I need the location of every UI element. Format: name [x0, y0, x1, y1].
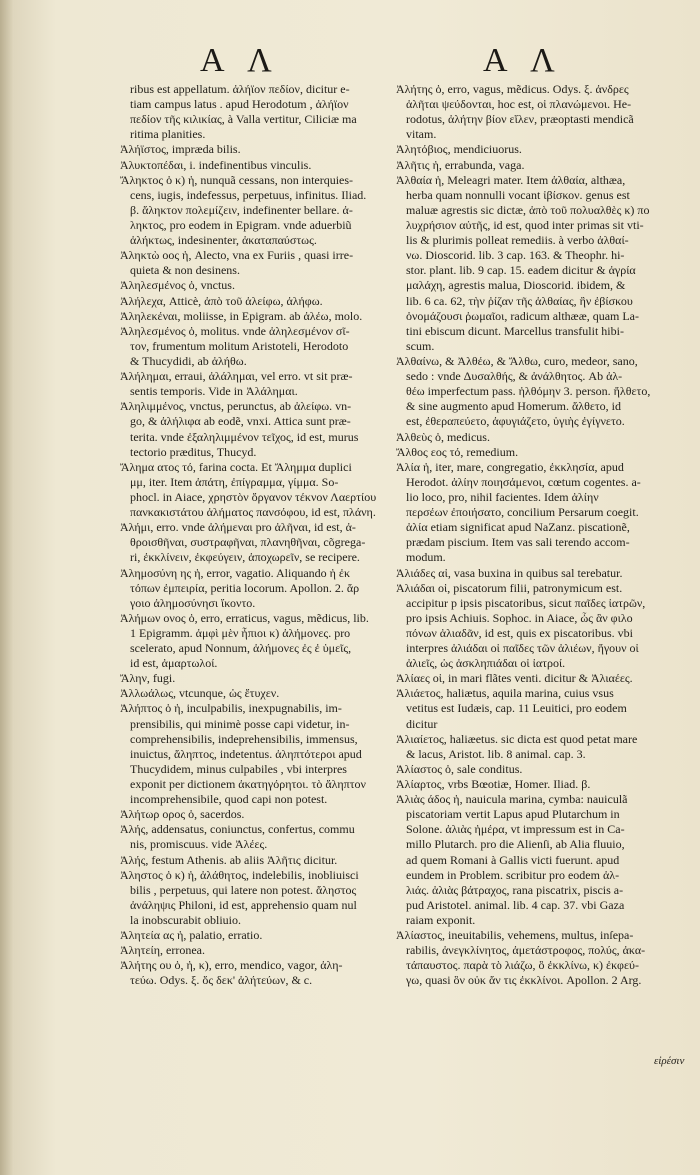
- entry-headword-line: Ἀλήμων ονος ὁ, erro, erraticus, vagus, mẽdicus, lib.: [120, 610, 369, 625]
- entry-continuation-line: lis & plurimis polleat remediis. à verbo ἀλθαί-: [406, 233, 629, 248]
- entry-continuation-line: la inobscurabit obliuio.: [130, 913, 241, 928]
- entry-continuation-line: piscatoriam vertit Lapus apud Plutarchum in: [406, 807, 620, 822]
- entry-continuation-line: vetitus est Iudæis, cap. 11 Leuitici, pro eodem: [406, 701, 627, 716]
- entry-continuation-line: ὀνομάζουσι ῥωμαῖοι, radicum althææ, quam La-: [406, 308, 640, 323]
- entry-headword-line: Ἀληλεσμένος ὁ, molitus. vnde ἀληλεσμένον σῖ-: [120, 323, 350, 338]
- entry-continuation-line: id est, ἁμαρτωλοί.: [130, 656, 218, 671]
- entry-headword-line: Ἁλιάδες αἱ, vasa buxina in quibus sal terebatur.: [396, 565, 623, 580]
- entry-headword-line: Ἀληκτὼ οος ἡ, Alecto, vna ex Furiis , quasi irre-: [120, 248, 354, 263]
- entry-continuation-line: inuictus, ἄληπτος, indetentus. ἀληπτότεροι apud: [130, 746, 362, 761]
- entry-continuation-line: terita. vnde ἐξαληλιμμένον τεῖχος, id est, murus: [130, 429, 359, 444]
- entry-headword-line: Ἁλιάετος, haliætus, aquila marina, cuius vsus: [396, 686, 614, 701]
- entry-continuation-line: πόνων ἁλιαδᾶν, id est, quis ex piscatoribus. vbi: [406, 625, 633, 640]
- entry-continuation-line: stor. plant. lib. 9 cap. 15. eadem dicitur & ἀγρία: [406, 263, 636, 278]
- entry-headword-line: Ἁλιαίετος, haliæetus. sic dicta est quod petat mare: [396, 731, 638, 746]
- entry-headword-line: Ἀλίαες οἱ, in mari flãtes venti. dicitur & Ἀλιαέες.: [396, 671, 633, 686]
- entry-headword-line: Ἀλήλεχα, Atticè, ἀπὸ τοῦ ἀλείφω, ἀλήφω.: [120, 293, 323, 308]
- entry-continuation-line: & Thucydidi, ab ἀλήθω.: [130, 353, 247, 368]
- entry-continuation-line: ἀλήκτως, indesinenter, ἀκαταπαύστως.: [130, 233, 317, 248]
- entry-continuation-line: lib. 6 ca. 62, τὴν ῥίζαν τῆς ἀλθαίας, ἣν ἐβίσκου: [406, 293, 633, 308]
- entry-continuation-line: est, ἐθεραπεύετο, ἀφυγιάζετο, ὑγιὴς ἐγίγνετο.: [406, 414, 625, 429]
- entry-headword-line: Ἀλήμι, erro. vnde ἀλήμεναι pro ἀλῆναι, id est, ἀ-: [120, 520, 356, 535]
- entry-continuation-line: τον, frumentum molitum Aristoteli, Herodoto: [130, 338, 349, 353]
- entry-continuation-line: go, & ἀλήλιφα ab eodẽ, vnxi. Attica sunt præ-: [130, 414, 351, 429]
- entry-continuation-line: rabilis, ἀνεγκλίνητος, ἀμετάστροφος, πολύς, ἀκα-: [406, 943, 646, 958]
- entry-headword-line: Ἄλην, fugi.: [120, 671, 176, 686]
- entry-continuation-line: interpres ἁλιάδαι οἱ παῖδες τῶν ἁλιέων, ἤγουν οἱ: [406, 641, 639, 656]
- right-column-header: A Λ: [483, 42, 563, 79]
- entry-headword-line: Ἀλίαστος, ineuitabilis, vehemens, multus, inſepa-: [396, 928, 634, 943]
- entry-continuation-line: incomprehensibile, quod capi non potest.: [130, 792, 328, 807]
- entry-continuation-line: περσέων ἐποιήσατο, concilium Persarum coegit.: [406, 505, 639, 520]
- entry-headword-line: Ἀληλεσμένος ὁ, vnctus.: [120, 278, 235, 293]
- entry-continuation-line: bilis , perpetuus, qui latere non potest. ἄληστος: [130, 882, 357, 897]
- entry-continuation-line: ribus est appellatum. ἀλήϊον πεδίον, dicitur e-: [130, 82, 350, 96]
- entry-continuation-line: μαλάχη, agrestis malua, Dioscorid. ibidem, &: [406, 278, 626, 293]
- left-column-header: A Λ: [200, 42, 280, 79]
- entry-continuation-line: tini ebiscum dicunt. Marcellus transfulit hibi-: [406, 323, 624, 338]
- entry-continuation-line: Thucydidem, minus culpabiles , vbi interpres: [130, 761, 347, 776]
- entry-continuation-line: πεδίον τῆς κιλικίας, à Valla vertitur, Ciliciæ ma: [130, 112, 357, 127]
- entry-continuation-line: τεύω. Odys. ξ. ὅς δεκ' ἀλήτεύων, & c.: [130, 973, 313, 988]
- entry-continuation-line: modum.: [406, 550, 446, 565]
- entry-headword-line: Ἀλθαία ἡ, Meleagri mater. Item ἀλθαία, althæa,: [396, 172, 626, 187]
- entry-continuation-line: γοιο ἀλημοσύνησι ἵκοντο.: [130, 595, 256, 610]
- entry-continuation-line: eundem in Problem. scribitur pro eodem ἀλ-: [406, 867, 620, 882]
- right-column: [396, 82, 690, 989]
- page-binding-edge: [0, 0, 14, 1175]
- entry-headword-line: Ἀλητείη, erronea.: [120, 943, 205, 958]
- entry-headword-line: Ἀλυκτοπέδαι, i. indefinentibus vinculis.: [120, 157, 312, 172]
- entry-headword-line: Ἁλίαστος ὁ, sale conditus.: [396, 761, 523, 776]
- entry-headword-line: Ἄληκτος ὁ κ) ἡ, nunquã cessans, non interquies-: [120, 172, 354, 187]
- entry-headword-line: Ἀλήτης ου ὁ, ἡ, κ), erro, mendico, vagor, ἀλη-: [120, 958, 343, 973]
- entry-continuation-line: β. ἄληκτον πολεμίζειν, indefinenter bellare. ἀ-: [130, 202, 353, 217]
- entry-headword-line: Ἀλητόβιος, mendiciuorus.: [396, 142, 522, 157]
- entry-continuation-line: prædam piscium. Item vas sali terendo accom-: [406, 535, 630, 550]
- entry-continuation-line: raiam exponit.: [406, 913, 476, 928]
- entry-continuation-line: τόπων ἐμπειρία, peritia locorum. Apollon. 2. ἄρ: [130, 580, 360, 595]
- entry-headword-line: Ἀλήλημαι, erraui, ἀλάλημαι, vel erro. vt sit præ-: [120, 369, 353, 384]
- entry-headword-line: Ἄλθος εος τό, remedium.: [396, 444, 519, 459]
- entry-continuation-line: vitam.: [406, 127, 437, 142]
- entry-continuation-line: scum.: [406, 338, 435, 353]
- entry-continuation-line: ἀλῆται ψεύδονται, hoc est, οἱ πλανώμενοι. He-: [406, 97, 632, 112]
- entry-continuation-line: Herodot. ἁλίην ποιησάμενοι, cœtum cogentes. a-: [406, 474, 641, 489]
- entry-headword-line: Ἀληστος ὁ κ) ἡ, ἀλάθητος, indelebilis, inobliuisci: [120, 867, 359, 882]
- entry-continuation-line: comprehensibilis, indeprehensibilis, immensus,: [130, 731, 358, 746]
- entry-headword-line: Ἄλημα ατος τό, farina cocta. Et Ἄλημμα duplici: [120, 459, 352, 474]
- entry-continuation-line: ad quem Romani à Gallis victi fuerunt. apud: [406, 852, 620, 867]
- entry-continuation-line: phocl. in Aiace, χρηστὸν ὄργανον τέκνον Λαερτίου: [130, 489, 377, 504]
- entry-continuation-line: ἀνάληψις Philoni, id est, apprehensio quam nul: [130, 897, 357, 912]
- entry-headword-line: Ἀληλεκέναι, moliisse, in Epigram. ab ἀλέω, molo.: [120, 308, 363, 323]
- entry-headword-line: Ἀλήπτος ὁ ἡ, inculpabilis, inexpugnabilis, im-: [120, 701, 342, 716]
- entry-continuation-line: cens, iugis, indefessus, perpetuus, infinitus. Iliad.: [130, 187, 367, 202]
- entry-headword-line: Ἀληλιμμένος, vnctus, perunctus, ab ἀλείφω. vn-: [120, 399, 352, 414]
- entry-continuation-line: μμ, iter. Item ἀπάτη, ἐπίγραμμα, γίμμα. So-: [130, 474, 339, 489]
- entry-continuation-line: λυχρήσιον αὐτῆς, id est, quod inter primas sit vti-: [406, 217, 644, 232]
- entry-headword-line: Ἁλιὰς άδος ἡ, nauicula marina, cymba: nauiculã: [396, 792, 628, 807]
- entry-continuation-line: pud Aristotel. animal. lib. 4 cap. 37. vbi Gaza: [406, 897, 625, 912]
- entry-headword-line: Ἀλῆτις ἡ, errabunda, vaga.: [396, 157, 525, 172]
- entry-continuation-line: ritima planities.: [130, 127, 206, 142]
- entry-continuation-line: τάπαυστος. παρὰ τὸ λιάζω, ὃ ἐκκλίνω, κ) ἐκφεύ-: [406, 958, 639, 973]
- entry-continuation-line: scelerato, apud Nonnum, ἀλήμονες ἐς ἐ ὑμεῖς,: [130, 641, 352, 656]
- entry-headword-line: Ἀλημοσύνη ης ἡ, error, vagatio. Aliquando ἡ ἐκ: [120, 565, 351, 580]
- entry-headword-line: Ἀλής, festum Athenis. ab aliis Ἀλῆτις dicitur.: [120, 852, 338, 867]
- entry-headword-line: Ἀλθαίνω, & Ἀλθέω, & Ἄλθω, curo, medeor, sano,: [396, 353, 638, 368]
- entry-headword-line: Ἀλήϊστος, impræda bilis.: [120, 142, 241, 157]
- entry-headword-line: Ἀλής, addensatus, coniunctus, confertus, commu: [120, 822, 355, 837]
- entry-headword-line: Ἀλθεὺς ὁ, medicus.: [396, 429, 490, 444]
- entry-continuation-line: πανκακιστάτου ἀλήματος πανσόφου, id est, πλάνη.: [130, 505, 376, 520]
- entry-continuation-line: ἁλία etiam significat apud NaZanz. piscationẽ,: [406, 520, 630, 535]
- entry-continuation-line: Solone. ἁλιὰς ἡμέρα, vt impressum est in Ca-: [406, 822, 625, 837]
- entry-headword-line: Ἀλήτωρ ορος ὁ, sacerdos.: [120, 807, 245, 822]
- entry-continuation-line: & lacus, Aristot. lib. 8 animal. cap. 3.: [406, 746, 586, 761]
- entry-continuation-line: sedo : vnde Δυσαλθής, & ἀνάλθητος. Ab ἀλ-: [406, 369, 623, 384]
- entry-continuation-line: lio loco, pro, nihil facientes. Idem ἁλίην: [406, 489, 599, 504]
- entry-continuation-line: ἁλιεῖς, ὡς ἀσκληπιάδαι οἱ ἰατροί.: [406, 656, 566, 671]
- entry-continuation-line: dicitur: [406, 716, 438, 731]
- entry-continuation-line: θροισθῆναι, συστραφῆναι, πλανηθῆναι, cõgrega-: [130, 535, 366, 550]
- entry-continuation-line: λιάς. ἁλιὰς βάτραχος, rana piscatrix, piscis a-: [406, 882, 624, 897]
- entry-continuation-line: nis, promiscuus. vide Ἀλέες.: [130, 837, 268, 852]
- entry-continuation-line: 1 Epigramm. ἀμφὶ μὲν ἦπιοι κ) ἀλήμονες. pro: [130, 625, 351, 640]
- entry-headword-line: Ἁλία ἡ, iter, mare, congregatio, ἐκκλησία, apud: [396, 459, 624, 474]
- entry-continuation-line: millo Plutarch. pro die Alienſi, ab Alia fluuio,: [406, 837, 625, 852]
- entry-continuation-line: sentis temporis. Vide in Ἀλάλημαι.: [130, 384, 298, 399]
- entry-continuation-line: maluæ agrestis sic dictæ, ἀπὸ τοῦ πολυαλθὲς κ) πο: [406, 202, 650, 217]
- entry-continuation-line: pro ipsis Achiuis. Sophoc. in Aiace, ὦς ἂν φιλο: [406, 610, 633, 625]
- entry-continuation-line: herba quam nonnulli vocant ἰβίσκον. genus est: [406, 187, 630, 202]
- entry-continuation-line: ληκτος, pro eodem in Epigram. vnde aduerbiũ: [130, 217, 352, 232]
- entry-continuation-line: tectorio præditus, Thucyd.: [130, 444, 257, 459]
- entry-continuation-line: ri, ἐκκλίνειν, ἐκφεύγειν, ἀποχωρεῖν, se recipere.: [130, 550, 360, 565]
- entry-continuation-line: γω, quasi ὃν οὐκ ἄν τις ἐκκλίνοι. Apollon. 2 Arg.: [406, 973, 642, 988]
- entry-continuation-line: νω. Dioscorid. lib. 3 cap. 163. & Theophr. hi-: [406, 248, 625, 263]
- entry-continuation-line: θέω imperfectum pass. ἠλθόμην 3. person. ἤλθετο,: [406, 384, 651, 399]
- entry-continuation-line: rodotus, ἀλήτην βίον εἵλεν, præoptasti mendicã: [406, 112, 634, 127]
- entry-continuation-line: & sine augmento apud Homerum. ἄλθετο, id: [406, 399, 622, 414]
- entry-continuation-line: prensibilis, qui minimè posse capi videtur, in-: [130, 716, 350, 731]
- entry-headword-line: Ἀλήτης ὁ, erro, vagus, mẽdicus. Odys. ξ. ἀνδρες: [396, 82, 629, 96]
- entry-headword-line: Ἀλλωάλως, vtcunque, ὡς ἔτυχεν.: [120, 686, 280, 701]
- entry-continuation-line: exponit per dictionem ἀκατηγόρητοι. τὸ ἄληπτον: [130, 777, 366, 792]
- left-column: [120, 82, 392, 989]
- entry-headword-line: Ἀλητεία ας ἡ, palatio, erratio.: [120, 928, 263, 943]
- entry-continuation-line: accipitur p ipsis piscatoribus, sicut παῖδες ἰατρῶν,: [406, 595, 646, 610]
- entry-continuation-line: tiam campus latus . apud Herodotum , ἀλήϊον: [130, 97, 349, 112]
- entry-headword-line: Ἁλιάδαι οἱ, piscatorum filii, patronymicum est.: [396, 580, 623, 595]
- entry-headword-line: Ἀλίαρτος, vrbs Bœotiæ, Homer. Iliad. β.: [396, 777, 591, 792]
- catchword: εἰρέσιν: [654, 1055, 685, 1067]
- entry-continuation-line: quieta & non desinens.: [130, 263, 240, 278]
